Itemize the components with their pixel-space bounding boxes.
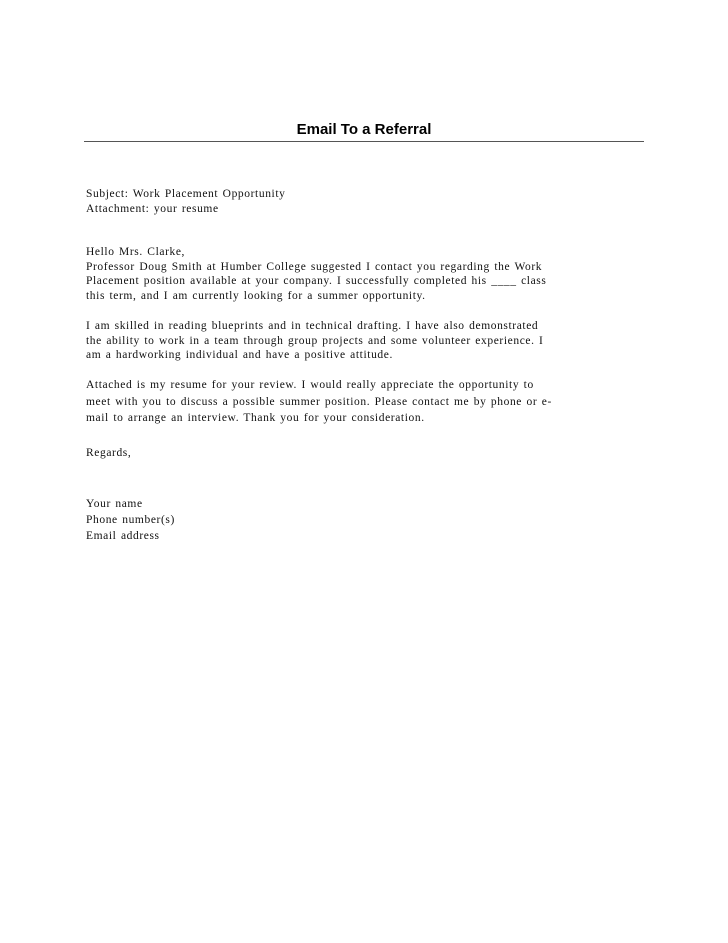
paragraph-2-line: the ability to work in a team through group projects and some volunteer experience. I <box>86 334 544 347</box>
email-meta <box>86 187 642 216</box>
paragraph-1-line: this term, and I am currently looking for a summer opportunity. <box>86 289 426 302</box>
subject-line: Subject: Work Placement Opportunity <box>86 188 286 200</box>
paragraph-3 <box>86 377 642 427</box>
signature-email: Email address <box>86 530 160 542</box>
greeting: Hello Mrs. Clarke, <box>86 246 186 258</box>
signature-phone: Phone number(s) <box>86 514 175 526</box>
paragraph-3-line: meet with you to discuss a possible summer position. Please contact me by phone or e- <box>86 395 552 408</box>
attachment-line: Attachment: your resume <box>86 202 219 215</box>
signature-block <box>86 496 642 544</box>
paragraph-3-line: Attached is my resume for your review. I would really appreciate the opportunity to <box>86 379 534 391</box>
closing <box>86 446 642 461</box>
paragraph-2-line: am a hardworking individual and have a positive attitude. <box>86 349 393 361</box>
paragraph-2-line: I am skilled in reading blueprints and in technical drafting. I have also demonstrated <box>86 320 539 332</box>
title-divider <box>84 141 644 142</box>
closing-text: Regards, <box>86 447 132 459</box>
greeting-and-paragraph-1 <box>86 245 642 303</box>
signature-name: Your name <box>86 498 143 510</box>
paragraph-1-line: Placement position available at your company. I successfully completed his ____ class <box>86 275 547 287</box>
document-title: Email To a Referral <box>296 121 432 138</box>
paragraph-3-line: mail to arrange an interview. Thank you for your consideration. <box>86 412 425 424</box>
paragraph-2 <box>86 319 642 363</box>
paragraph-1-line: Professor Doug Smith at Humber College suggested I contact you regarding the Work <box>86 260 543 273</box>
